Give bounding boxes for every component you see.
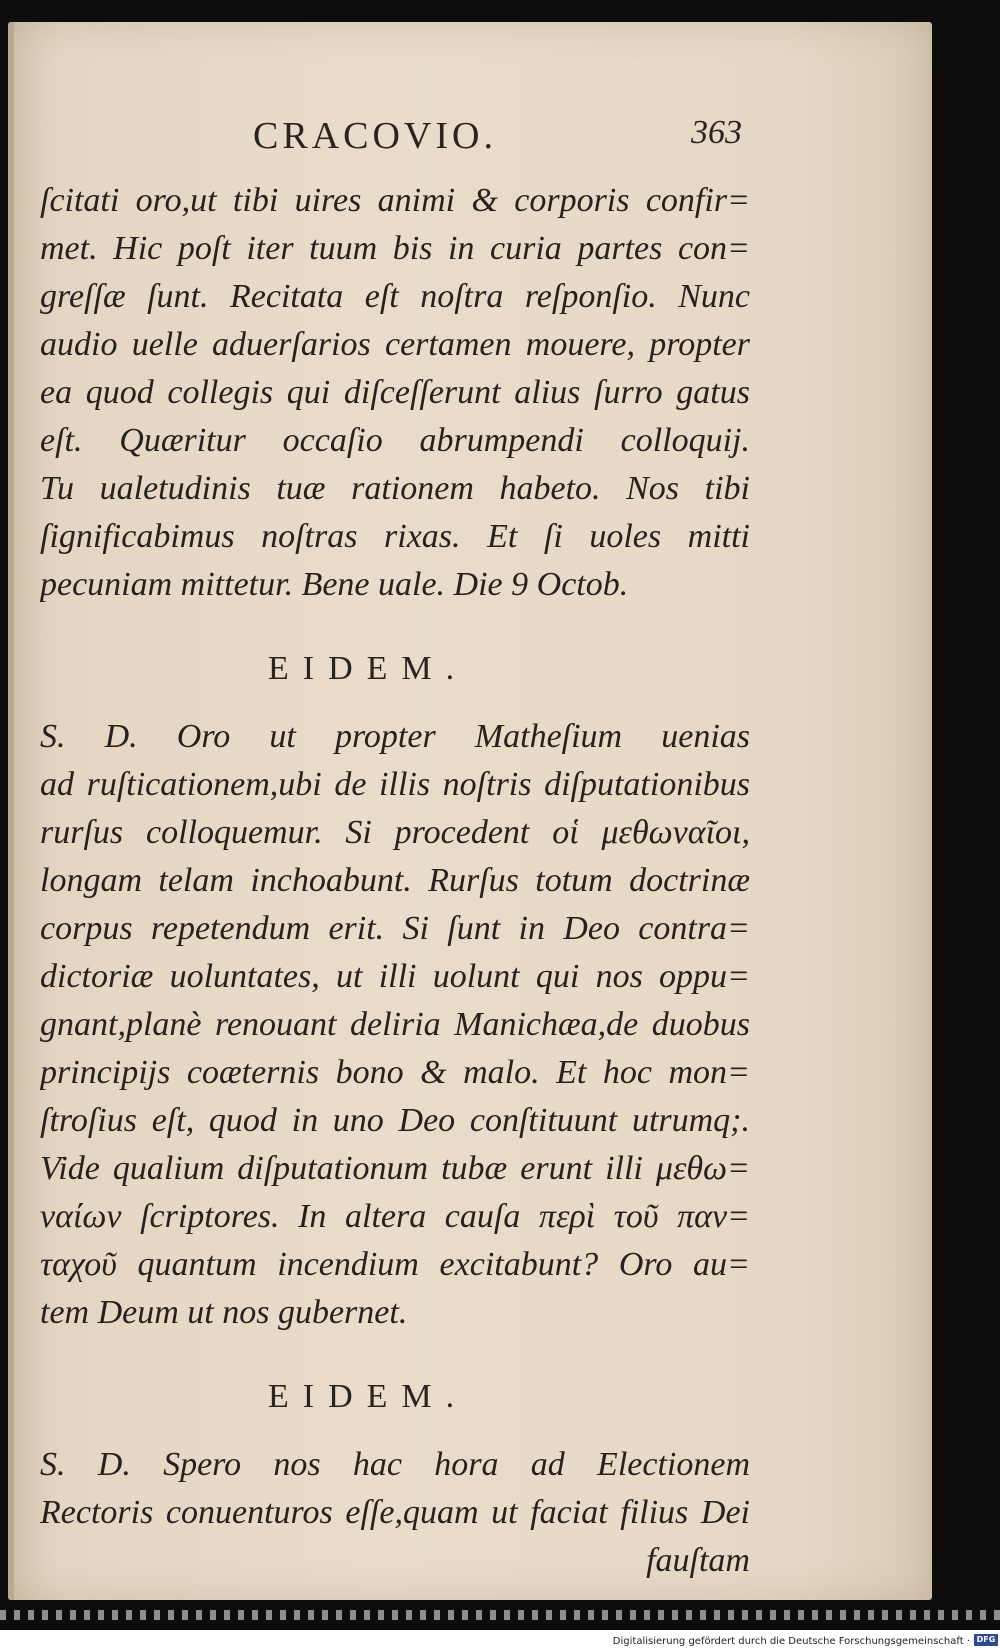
text-line: ad ruſticationem,ubi de illis noſtris diſputationibus <box>40 766 750 803</box>
dfg-logo-icon: DFG <box>974 1634 998 1646</box>
text-line: eſt. Quæritur occaſio abrumpendi colloquij. <box>40 422 750 459</box>
text-line: tem Deum ut nos gubernet. <box>40 1294 408 1331</box>
text-line: Vide qualium diſputationum tubæ erunt illi μεθω= <box>40 1150 750 1187</box>
text-line: greſſæ ſunt. Recitata eſt noſtra reſponſio. Nunc <box>40 278 750 315</box>
text-line: S. D. Spero nos hac hora ad Electionem <box>40 1446 750 1483</box>
letter-2 <box>40 713 750 1337</box>
letter-3 <box>40 1441 750 1585</box>
text-line: principijs coæternis bono & malo. Et hoc mon= <box>40 1054 750 1091</box>
text-line: met. Hic poſt iter tuum bis in curia partes con= <box>40 230 750 267</box>
text-line: ſcitati oro,ut tibi uires animi & corporis confir= <box>40 182 750 219</box>
text-line: ναίων ſcriptores. In altera cauſa περὶ τοῦ παν= <box>40 1198 750 1235</box>
funding-credit: Digitalisierung gefördert durch die Deutsche Forschungsgemeinschaft · <box>612 1636 970 1647</box>
book-page <box>8 22 932 1600</box>
text-line: dictoriæ uoluntates, ut illi uolunt qui nos oppu= <box>40 958 750 995</box>
page-number: 363 <box>691 114 742 151</box>
text-line: audio uelle aduerſarios certamen mouere, propter <box>40 326 750 363</box>
text-line: ſignificabimus noſtras rixas. Et ſi uoles mitti <box>40 518 750 555</box>
text-line: ſtroſius eſt, quod in uno Deo conſtituunt utrumq;. <box>40 1102 750 1139</box>
catchword: fauſtam <box>646 1542 750 1579</box>
text-line: pecuniam mittetur. Bene uale. Die 9 Octob. <box>40 566 629 603</box>
text-line: gnant,planè renouant deliria Manichæa,de duobus <box>40 1006 750 1043</box>
running-title: CRACOVIO. <box>253 115 497 157</box>
text-block <box>40 177 750 1585</box>
text-line: rurſus colloquemur. Si procedent οἱ μεθωναῖοι, <box>40 814 750 851</box>
running-head <box>8 114 932 170</box>
text-line: Rectoris conuenturos eſſe,quam ut faciat filius Dei <box>40 1494 750 1531</box>
section-heading: EIDEM. <box>268 1378 469 1415</box>
section-heading: EIDEM. <box>268 650 469 687</box>
text-line: ea quod collegis qui diſceſſerunt alius ſurro gatus <box>40 374 750 411</box>
text-line: Tu ualetudinis tuæ rationem habeto. Nos tibi <box>40 470 750 507</box>
text-line: corpus repetendum erit. Si ſunt in Deo contra= <box>40 910 750 947</box>
text-line: longam telam inchoabunt. Rurſus totum doctrinæ <box>40 862 750 899</box>
text-line: ταχοῦ quantum incendium excitabunt? Oro au= <box>40 1246 750 1283</box>
text-line: S. D. Oro ut propter Matheſium uenias <box>40 718 750 755</box>
scan-edge-markings <box>0 1610 1000 1620</box>
digitization-footer <box>0 1630 1000 1648</box>
letter-1 <box>40 177 750 609</box>
